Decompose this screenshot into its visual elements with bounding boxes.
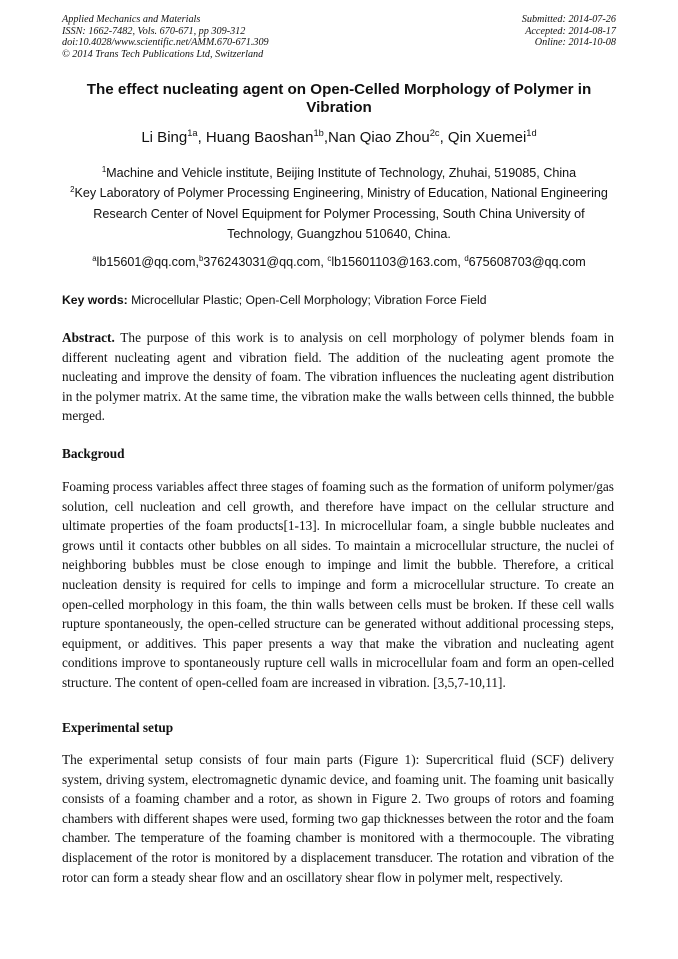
affiliations xyxy=(62,163,616,244)
author: Li Bing$^{1a}$, xyxy=(141,128,206,146)
background-paragraph: Foaming process variables affect three stages of foaming such as the formation of uniform polymer/gas solution, cell nucleation and cell growth, and therefore have impact on the cellular structure and ultimate properties of the foam products[1-13]. In microcellular foam, a single bubble nucleates and grows until it contacts other bubbles on all sides. To maintain a microcellular structure, the nuclei of neighboring bubbles must be close enough to impinge and limit the bubble. Therefore, a critical nucleation density is required for cells to impinge and form a microcellular structure. To create an open-celled morphology in this foam, the thin walls between cells must be broken. If these cell walls rupture spontaneously, the open-celled structure can be generated without additional processing steps, equipment, or additives. This paper presents a way that make the vibration and nucleating agent conditions improve to spontaneously rupture cell walls in microcellular foam and form an open-celled structure. The content of open-celled foam are increased in vibration. [3,5,7-10,11]. xyxy=(62,479,614,690)
email: $^a$lb15601@qq.com, xyxy=(92,253,199,269)
author: Huang Baoshan$^{1b}$, xyxy=(205,128,329,146)
email: $^b$376243031@qq.com, xyxy=(198,253,324,269)
author: Nan Qiao Zhou$^{2c}$, xyxy=(328,128,448,146)
background-heading: Backgroud xyxy=(62,446,125,461)
abstract xyxy=(62,328,614,426)
doi-line: doi:10.4028/www.scientific.net/AMM.670-671.309 xyxy=(62,37,269,49)
experimental-heading: Experimental setup xyxy=(62,720,174,735)
submission-dates xyxy=(522,14,616,49)
abstract-label: Abstract. xyxy=(62,330,115,345)
affiliation-2: $^2$Key Laboratory of Polymer Processing Engineering, Ministry of Education, National Engineering Research Center of Novel Equipment for Polymer Processing, South China University of Technology, Guangzhou 510640, China. xyxy=(70,185,608,241)
accepted-date: Accepted: 2014-08-17 xyxy=(525,25,616,37)
experimental-paragraph: The experimental setup consists of four main parts (Figure 1): Supercritical fluid (SCF) delivery system, driving system, electromagnetic dynamic device, and foaming unit. The foaming unit basically consists of a foaming chamber and a rotor, as shown in Figure 2. Two groups of rotors and foaming chambers with different shapes were used, forming two gap thicknesses between the rotor and the foam chamber. The temperature of the foaming chamber is monitored with a thermocouple. The vibrating displacement of the rotor is monitored by a displacement transducer. The rotation and vibration of the rotor can form a steady shear flow and an oscillatory shear flow in polymer melt, respectively. xyxy=(62,752,614,885)
author-list xyxy=(62,128,616,148)
online-date: Online: 2014-10-08 xyxy=(534,37,616,49)
issn-line: ISSN: 1662-7482, Vols. 670-671, pp 309-312 xyxy=(62,25,246,37)
journal-info xyxy=(62,14,269,60)
journal-name: Applied Mechanics and Materials xyxy=(62,14,201,25)
paper-title: The effect nucleating agent on Open-Celled Morphology of Polymer in Vibration xyxy=(86,81,592,116)
abstract-text: The purpose of this work is to analysis on cell morphology of polymer blends foam in different nucleating agent and vibration field. The addition of the nucleating agent promote the nucleating and improve the density of foam. The vibration influences the nucleating agent distribution in the polymer matrix. At the same time, the vibration make the walls between cells thinned, the bubble merged. xyxy=(62,330,614,424)
email-list xyxy=(62,253,616,271)
keywords xyxy=(62,291,616,309)
keywords-label: Key words: xyxy=(62,293,128,307)
copyright-line: © 2014 Trans Tech Publications Ltd, Switzerland xyxy=(62,48,264,60)
submitted-date: Submitted: 2014-07-26 xyxy=(521,14,616,25)
keywords-text: Microcellular Plastic; Open-Cell Morphology; Vibration Force Field xyxy=(127,293,487,307)
affiliation-1: $^1$Machine and Vehicle institute, Beijing Institute of Technology, Zhuhai, 519085, China xyxy=(101,164,577,180)
author: Qin Xuemei$^{1d}$ xyxy=(447,128,537,146)
email: $^c$lb15601103@163.com, xyxy=(327,253,461,269)
email: $^d$675608703@qq.com xyxy=(464,253,586,269)
